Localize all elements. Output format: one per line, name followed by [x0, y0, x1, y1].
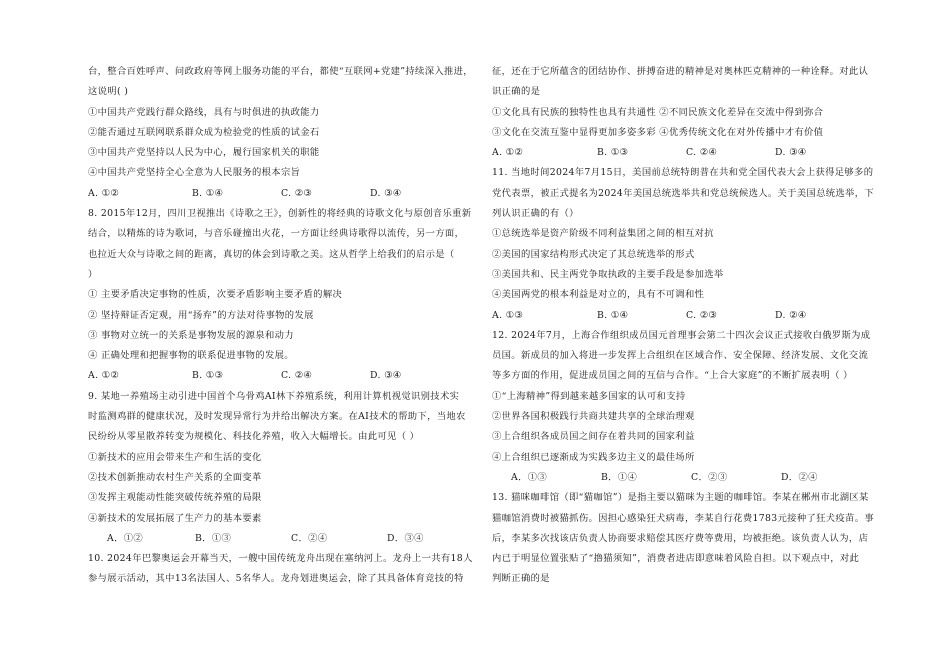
q7-option-d: D. ③④ [370, 187, 402, 199]
q9-item: ①新技术的应用会带来生产和生活的变化 [88, 451, 262, 463]
q13-stem-line: 判断正确的是 [492, 573, 550, 585]
q9-item: ④新技术的发展拓展了生产力的基本要素 [88, 512, 262, 524]
q7-item: ②能否通过互联网联系群众成为检验党的性质的试金石 [88, 126, 320, 138]
q8-option-b: B. ①③ [192, 370, 224, 382]
q9-stem-line: 9. 某地一养殖场主动引进中国首个乌骨鸡AI林下养殖系统，利用计算机视觉识别技术实 [88, 390, 460, 402]
q11-item: ②美国的国家结构形式决定了其总统选举的形式 [492, 248, 695, 260]
q12-option-c: C．②③ [691, 471, 728, 483]
q8-options [88, 366, 483, 386]
q8-stem-line: 8. 2015年12月，四川卫视推出《诗歌之王》，创新性的将经典的诗歌文化与原创音乐重新 [88, 208, 472, 220]
q8-item: ① 主要矛盾决定事物的性质，次要矛盾影响主要矛盾的解决 [88, 289, 343, 301]
q12-options [492, 468, 887, 488]
q9-item: ③发挥主观能动性能突破传统养殖的局限 [88, 492, 262, 504]
q12-stem-line: 等多方面的作用，促进成员国之间的互信与合作。“上合大家庭”的不断扩展表明（ ） [492, 370, 853, 382]
q10-option-b: B. ①③ [597, 147, 629, 159]
q10-item: ③文化在交流互鉴中显得更加多姿多彩 ④优秀传统文化在对外传播中才有价值 [492, 126, 824, 138]
right-column [492, 62, 887, 590]
q12-item: ④上合组织已逐渐成为实践多边主义的最佳场所 [492, 451, 695, 463]
q12-option-d: D．②④ [781, 471, 818, 483]
q10-option-c: C. ②④ [686, 147, 718, 159]
q11-option-d: D. ②④ [775, 309, 807, 321]
q8-option-d: D. ③④ [370, 370, 402, 382]
q8-stem-line: ） [88, 268, 98, 280]
q8-item: ④ 正确处理和把握事物的联系促进事物的发展。 [88, 350, 294, 362]
q11-option-c: C. ②③ [686, 309, 718, 321]
q9-stem-line: 时监测鸡群的健康状况，及时发现异常行为并给出解决方案。在AI技术的帮助下，当地农 [88, 411, 466, 423]
q11-item: ④美国两党的根本利益是对立的，具有不可调和性 [492, 289, 705, 301]
q10-option-a: A. ①② [492, 147, 524, 159]
q12-option-a: A．①③ [511, 471, 548, 483]
q8-option-c: C. ②④ [281, 370, 313, 382]
q8-item: ② 坚持辩证否定观，用“扬弃”的方法对待事物的发展 [88, 309, 314, 321]
q7-item: ④中国共产党坚持全心全意为人民服务的根本宗旨 [88, 167, 301, 179]
q9-options [88, 529, 483, 549]
q11-stem-line: 党代表票，被正式提名为2024年美国总统选举共和党总统候选人。关于美国总统选举，下 [492, 187, 874, 199]
q11-option-a: A. ①③ [492, 309, 524, 321]
q12-option-b: B．①④ [601, 471, 638, 483]
q7-item: ③中国共产党坚持以人民为中心，履行国家机关的职能 [88, 147, 320, 159]
q12-stem-line: 12. 2024年7月，上海合作组织成员国元首理事会第二十四次会议正式接收白俄罗斯为成 [492, 329, 871, 341]
q10-item: ①文化具有民族的独特性也具有共通性 ②不同民族文化差异在交流中得到弥合 [492, 106, 824, 118]
q7-option-b: B. ①④ [192, 187, 224, 199]
q7-stem-line: 台，整合百姓呼声、问政政府等网上服务功能的平台，都使“互联网+党建”持续深入推进， [88, 66, 473, 77]
q13-stem-line: 内已于明显位置张贴了“撸猫须知”，消费者进店即意味着风险自担。以下观点中，对此 [492, 553, 860, 565]
q10-stem-line: 征，还在于它所蕴含的团结协作、拼搏奋进的精神是对奥林匹克精神的一种诠释。对此认 [492, 66, 869, 77]
q8-stem-line: 结合，以精炼的诗为歌词，与音乐碰撞出火花，一方面让经典诗歌得以流传，另一方面， [88, 228, 465, 240]
q9-option-d: D．③④ [387, 532, 424, 544]
q9-stem-line: 民纷纷从零星散养转变为规模化、科技化养殖，收入大幅增长。由此可见（ ） [88, 431, 420, 443]
q9-option-a: A．①② [107, 532, 144, 544]
q7-option-c: C. ②③ [281, 187, 313, 199]
q8-item: ③ 事物对立统一的关系是事物发展的源泉和动力 [88, 329, 294, 341]
q11-item: ①总统选举是资产阶级不同利益集团之间的相互对抗 [492, 228, 714, 240]
q11-option-b: B. ①④ [597, 309, 629, 321]
q12-item: ③上合组织各成员国之间存在着共同的国家利益 [492, 431, 695, 443]
q7-options [88, 184, 483, 204]
q10-stem-line: 10. 2024年巴黎奥运会开幕当天，一艘中国传统龙舟出现在塞纳河上。龙舟上一共有18人 [88, 553, 473, 565]
q8-option-a: A. ①② [88, 370, 120, 382]
left-column [88, 62, 483, 590]
q7-option-a: A. ①② [88, 187, 120, 199]
q13-stem-line: 13. 猫咪咖啡馆（即“猫咖馆”）是指主要以猫咪为主题的咖啡馆。李某在郴州市北湖区某 [492, 492, 869, 504]
q9-option-b: B．①③ [195, 532, 232, 544]
q13-stem-line: 后，李某多次找该店负责人协商要求赔偿其医疗费等费用，均被拒绝。该负责人认为，店 [492, 532, 869, 544]
q9-option-c: C．②④ [291, 532, 328, 544]
q13-stem-line: 猫咖馆消费时被猫抓伤。因担心感染狂犬病毒，李某自行花费1783元接种了狂犬疫苗。事 [492, 512, 874, 524]
q12-item: ②世界各国积极践行共商共建共享的全球治理观 [492, 411, 695, 423]
q7-item: ①中国共产党践行群众路线，具有与时俱进的执政能力 [88, 106, 320, 118]
q7-stem-line: 这说明( ) [88, 86, 129, 98]
q8-stem-line: 也拉近大众与诗歌之间的距离，真切的体会到诗歌之美。这从哲学上给我们的启示是（ [88, 248, 455, 260]
q11-options [492, 306, 887, 326]
q12-stem-line: 员国。新成员的加入将进一步发挥上合组织在区域合作、安全保障、经济发展、文化交流 [492, 350, 869, 362]
q9-item: ②技术创新推动农村生产关系的全面变革 [88, 471, 262, 483]
q11-stem-line: 11. 当地时间2024年7月15日，美国前总统特朗普在共和党全国代表大会上获得足够多的 [492, 167, 874, 179]
q10-option-d: D. ③④ [775, 147, 807, 159]
q10-stem-line: 参与展示活动，其中13名法国人、5名华人。龙舟划进奥运会，除了其具备体育竞技的特 [88, 573, 464, 585]
q11-stem-line: 列认识正确的有（） [492, 208, 579, 220]
q12-item: ①“上海精神”得到越来越多国家的认可和支持 [492, 390, 686, 402]
q11-item: ③美国共和、民主两党争取执政的主要手段是参加选举 [492, 268, 724, 280]
q10-stem-line: 识正确的是 [492, 86, 541, 98]
q10-options [492, 143, 887, 163]
